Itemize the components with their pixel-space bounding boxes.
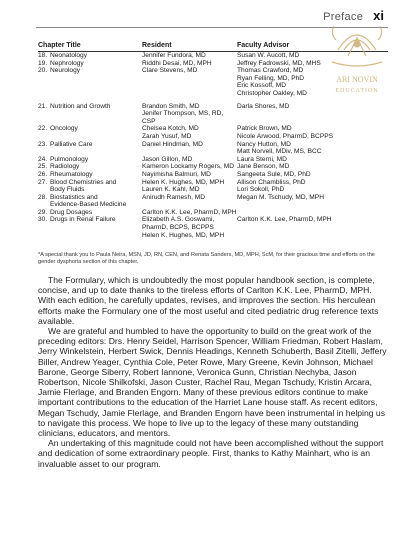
table-row: [38, 133, 388, 141]
resident-cell: [142, 90, 237, 98]
advisor-cell: [237, 224, 387, 232]
table-row: [38, 110, 388, 125]
advisor-cell: [237, 209, 387, 217]
advisor-cell: Jane Benson, MD: [237, 163, 290, 171]
chapter-title: Radiology: [50, 163, 80, 171]
chapter-cell: [38, 209, 142, 217]
chapter-number: 21.: [38, 102, 48, 110]
table-row: [38, 224, 388, 232]
chapter-title: Oncology: [50, 125, 78, 133]
resident-cell: [142, 75, 237, 83]
chapter-title: Rheumatology: [50, 170, 93, 178]
chapter-title: Blood Chemistries and: [50, 178, 117, 186]
table-row: [38, 179, 388, 187]
table-row: [38, 186, 388, 194]
page-number: xi: [373, 8, 384, 23]
advisor-cell: Megan M. Tschudy, MD, MPH: [237, 193, 324, 201]
chapter-number: [38, 82, 50, 90]
chapter-title: Nephrology: [50, 59, 84, 67]
table-row: [38, 148, 388, 156]
chapter-cell: [38, 232, 142, 240]
section-title: Preface: [323, 11, 364, 23]
chapter-cell: [38, 67, 142, 75]
chapter-number: [38, 232, 50, 240]
chapter-cell: [38, 82, 142, 90]
chapter-title: Drugs in Renal Failure: [50, 216, 116, 224]
chapter-number: 22.: [38, 125, 48, 133]
advisor-cell: Nancy Hutton, MD: [237, 140, 291, 148]
chapter-number: 28.: [38, 193, 48, 201]
chapter-cell: [38, 110, 142, 125]
resident-cell: Elizabeth A.S. Goswami,: [142, 216, 215, 224]
chapter-number: 19.: [38, 59, 48, 67]
chapter-title: Neonatology: [50, 52, 88, 59]
table-row: [38, 156, 388, 164]
chapter-cell: [38, 156, 142, 164]
table-row: [38, 201, 388, 209]
chapter-cell: [38, 224, 142, 232]
chapter-cell: [38, 60, 142, 68]
resident-cell: Daniel Hindman, MD: [142, 140, 203, 148]
chapter-title: Drug Dosages: [50, 208, 93, 216]
watermark-text: ARI NOVIN: [336, 75, 378, 84]
chapter-cell: [38, 103, 142, 111]
chapter-number: [38, 148, 50, 156]
chapter-number: [38, 133, 50, 141]
resident-cell: Anirudh Ramesh, MD: [142, 193, 206, 201]
advisor-cell: Christopher Oakley, MD: [237, 89, 307, 97]
advisor-cell: [237, 201, 387, 209]
chapter-cell: [38, 194, 142, 202]
chapter-number: 18.: [38, 52, 48, 59]
advisor-cell: Allison Chambliss, PhD: [237, 178, 306, 186]
chapter-cell: [38, 186, 142, 194]
resident-cell: [142, 82, 237, 90]
resident-cell: [142, 148, 237, 156]
chapter-cell: [38, 75, 142, 83]
table-row: [38, 209, 388, 217]
chapter-title: Pulmonology: [50, 155, 89, 163]
chapter-cell: [38, 201, 142, 209]
advisor-cell: Ryan Felling, MD, PhD: [237, 74, 305, 82]
chapter-cell: [38, 52, 142, 60]
advisor-cell: Matt Norvell, MDiv, MS, BCC: [237, 148, 322, 156]
resident-cell: Jason Gillon, MD: [142, 155, 193, 163]
chapter-number: 30.: [38, 216, 48, 224]
resident-cell: Lauren K. Kahl, MD: [142, 186, 200, 194]
advisor-cell: Lori Sokoll, PhD: [237, 186, 285, 194]
chapter-cell: [38, 125, 142, 133]
table-row: [38, 216, 388, 224]
chapter-number: [38, 75, 50, 83]
chapter-cell: [38, 216, 142, 224]
chapter-cell: [38, 141, 142, 149]
chapter-cell: [38, 163, 142, 171]
chapter-number: [38, 110, 50, 125]
advisor-cell: Thomas Crawford, MD: [237, 67, 304, 75]
chapter-number: 29.: [38, 208, 48, 216]
advisor-cell: Sangeeta Sule, MD, PhD: [237, 170, 311, 178]
chapter-number: [38, 201, 50, 209]
chapter-number: 25.: [38, 163, 48, 171]
table-row: [38, 125, 388, 133]
chapter-title: Evidence-Based Medicine: [50, 201, 127, 209]
resident-cell: Zarah Yusuf, MD: [142, 132, 192, 140]
table-row: [38, 171, 388, 179]
chapter-title: Body Fluids: [50, 186, 85, 194]
chapter-cell: [38, 90, 142, 98]
watermark-subtext: EDUCATION: [335, 88, 379, 94]
advisor-cell: [237, 110, 387, 125]
chapter-number: [38, 186, 50, 194]
paragraph: We are grateful and humbled to have the opportunity to build on the great work of the preceding editors: Drs. Henry Seidel, Harrison Spencer, William Friedman, Robert Haslam, Jerry Winkelstein, Herbert Swick, Dennis Headings, Kenneth Schuberth, Basil Zitelli, Jeffery Biller, Andrew Yeager, Cynthia Cole, Peter Rowe, Mary Greene, Kevin Johnson, Michael Barone, George Siberry, Robert Iannone, Veronica Gunn, Christian Nechyba, Jason Robertson, Nicole Shilkofski, Jason Custer, Rachel Rau, Megan Tschudy, Kristin Arcara, Jamie Flerlage, and Branden Engorn. Many of these previous editors continue to make important contributions to the education of the Harriet Lane house staff. As recent editors, Megan Tschudy, Jamie Flerlage, and Branden Engorn have been instrumental in helping us to navigate this process. We hope to live up to the legacy of these many outstanding clinicians, educators, and mentors.: [38, 326, 387, 439]
chapter-cell: [38, 133, 142, 141]
resident-cell: Chelsea Kotch, MD: [142, 125, 199, 133]
chapter-number: 23.: [38, 140, 48, 148]
advisor-cell: Carlton K.K. Lee, PharmD, MPH: [237, 216, 332, 224]
chapter-number: 20.: [38, 67, 48, 75]
resident-cell: Riddhi Desai, MD, MPH: [142, 59, 212, 67]
resident-cell: [142, 201, 237, 209]
chapter-title: Nutrition and Growth: [50, 102, 111, 110]
advisor-cell: Darla Shores, MD: [237, 102, 290, 110]
resident-cell: Kameron Lockamy Rogers, MD: [142, 163, 234, 171]
advisor-cell: Jeffrey Fadrowski, MD, MHS: [237, 59, 321, 67]
table-row: [38, 232, 388, 240]
chapter-title: Neurology: [50, 67, 81, 75]
publisher-watermark: [318, 10, 396, 106]
column-header-chapter: Chapter Title: [38, 42, 81, 49]
footnote: *A special thank you to Paula Neira, MSN, JD, RN, CEN, and Renata Sanders, MD, MPH, ScM, for their gracious time and efforts on the gender dysphoria section of this chapter.: [38, 252, 375, 265]
advisor-cell: Susan W. Aucott, MD: [237, 52, 300, 59]
chapter-cell: [38, 171, 142, 179]
resident-cell: PharmD, BCPS, BCPPS: [142, 224, 214, 232]
chapter-number: 27.: [38, 178, 48, 186]
resident-cell: Helen K. Hughes, MD, MPH: [142, 231, 225, 239]
column-header-resident: Resident: [142, 42, 172, 49]
resident-cell: Helen K. Hughes, MD, MPH: [142, 178, 225, 186]
resident-cell: Nayimisha Balmuri, MD: [142, 170, 211, 178]
resident-cell: Jenifer Thompson, MS, RD, CSP: [142, 110, 224, 125]
chapter-cell: [38, 148, 142, 156]
advisor-cell: Patrick Brown, MD: [237, 125, 292, 133]
chapter-number: 26.: [38, 170, 48, 178]
watermark-emblem-icon: [332, 26, 382, 66]
column-header-advisor: Faculty Advisor: [237, 42, 290, 49]
chapter-title: Palliative Care: [50, 140, 93, 148]
advisor-cell: [237, 232, 387, 240]
resident-cell: Jennifer Fundora, MD: [142, 52, 206, 59]
chapter-number: [38, 90, 50, 98]
resident-cell: Clare Stevens, MD: [142, 67, 198, 75]
advisor-cell: Laura Sterni, MD: [237, 155, 287, 163]
preface-body: [38, 275, 390, 469]
table-row: [38, 141, 388, 149]
chapter-cell: [38, 179, 142, 187]
chapter-number: 24.: [38, 155, 48, 163]
advisor-cell: Eric Kossoff, MD: [237, 82, 286, 90]
advisor-cell: Nicole Arwood, PharmD, BCPPS: [237, 132, 334, 140]
chapter-number: [38, 224, 50, 232]
table-row: [38, 163, 388, 171]
paragraph: The Formulary, which is undoubtedly the most popular handbook section, is complete, concise, and up to date thanks to the tireless efforts of Carlton K.K. Lee, PharmD, MPH. With each edition, he carefully updates, revises, and improves the section. His herculean efforts make the Formulary one of the most useful and cited pediatric drug reference texts available.: [38, 275, 379, 326]
resident-cell: Brandon Smith, MD: [142, 102, 200, 110]
resident-cell: Carlton K.K. Lee, PharmD, MPH: [142, 208, 237, 216]
table-row: [38, 194, 388, 202]
chapter-title: Biostatistics and: [50, 193, 98, 201]
paragraph: An undertaking of this magnitude could not have been accomplished without the support and dedication of some extraordinary people. First, thanks to Kathy Mainhart, who is an invaluable asset to our program.: [38, 438, 384, 469]
